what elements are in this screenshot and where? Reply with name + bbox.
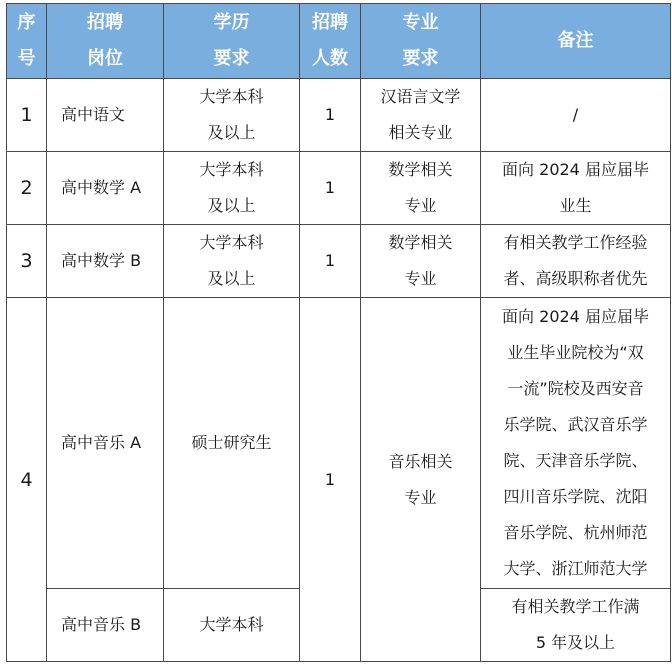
header-position: 招聘 岗位 (47, 4, 164, 79)
cell-count: 1 (300, 79, 361, 152)
table-row (7, 225, 671, 298)
cell-major: 数学相关 专业 (361, 225, 481, 298)
cell-position: 高中数学 A (47, 152, 164, 225)
cell-major: 数学相关 专业 (361, 152, 481, 225)
cell-remarks: 有相关教学工作经验 者、高级职称者优先 (481, 225, 671, 298)
cell-education: 大学本科 (164, 589, 300, 662)
header-seq: 序 号 (7, 4, 47, 79)
cell-count: 1 (300, 225, 361, 298)
table-row (7, 152, 671, 225)
cell-education: 大学本科 及以上 (164, 225, 300, 298)
cell-count: 1 (300, 152, 361, 225)
cell-seq: 3 (7, 225, 47, 298)
header-remarks: 备注 (481, 4, 671, 79)
table-row (7, 79, 671, 152)
cell-major: 音乐相关 专业 (361, 298, 481, 662)
cell-seq: 4 (7, 298, 47, 662)
cell-education: 大学本科 及以上 (164, 152, 300, 225)
cell-major: 汉语言文学 相关专业 (361, 79, 481, 152)
cell-remarks: 面向 2024 届应届毕 业生毕业院校为“双 一流”院校及西安音 乐学院、武汉音乐学 院、天津音乐学院、 四川音乐学院、沈阳 音乐学院、杭州师范 大学、浙江师范大学 (481, 298, 671, 589)
header-major: 专业 要求 (361, 4, 481, 79)
header-count: 招聘 人数 (300, 4, 361, 79)
cell-remarks: 面向 2024 届应届毕 业生 (481, 152, 671, 225)
cell-education: 硕士研究生 (164, 298, 300, 589)
cell-position: 高中数学 B (47, 225, 164, 298)
cell-remarks: / (481, 79, 671, 152)
table-header-row (7, 4, 671, 79)
cell-position: 高中音乐 B (47, 589, 164, 662)
cell-count: 1 (300, 298, 361, 662)
table-row (7, 298, 671, 589)
cell-remarks: 有相关教学工作满 5 年及以上 (481, 589, 671, 662)
cell-position: 高中语文 (47, 79, 164, 152)
cell-education: 大学本科 及以上 (164, 79, 300, 152)
header-education: 学历 要求 (164, 4, 300, 79)
recruitment-table (6, 3, 671, 662)
cell-position: 高中音乐 A (47, 298, 164, 589)
cell-seq: 1 (7, 79, 47, 152)
cell-seq: 2 (7, 152, 47, 225)
